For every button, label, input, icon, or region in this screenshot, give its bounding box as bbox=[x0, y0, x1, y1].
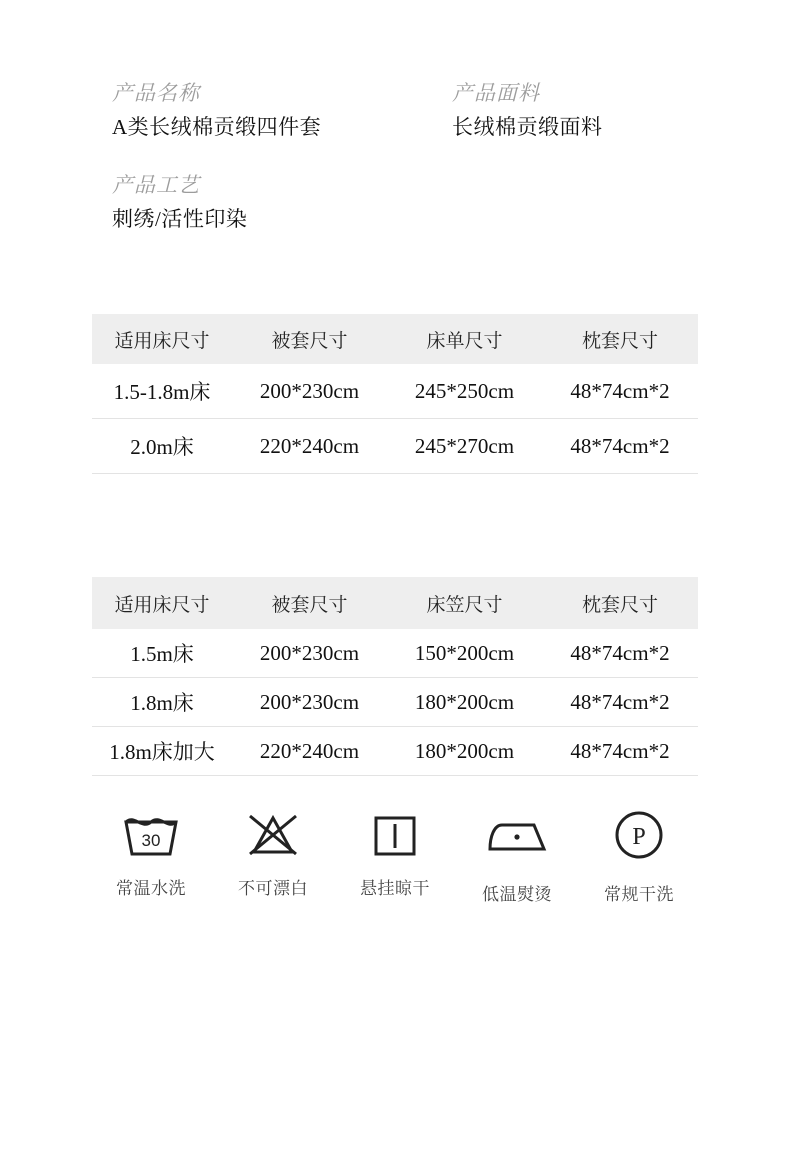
spec-group-name bbox=[112, 78, 452, 144]
table1-header-cell: 床单尺寸 bbox=[387, 314, 542, 364]
product-name-label: 产品名称 bbox=[112, 81, 200, 105]
table1-cell: 48*74cm*2 bbox=[542, 419, 698, 474]
product-fabric-value: 长绒棉贡缎面料 bbox=[452, 115, 603, 139]
care-item-dryclean bbox=[580, 806, 698, 905]
product-craft-label: 产品工艺 bbox=[112, 173, 200, 197]
table2-cell: 1.8m床 bbox=[92, 678, 232, 727]
table2-cell: 48*74cm*2 bbox=[542, 727, 698, 776]
dry-clean-p-icon bbox=[611, 806, 667, 864]
table-row bbox=[92, 629, 698, 678]
size-table-bedsheet bbox=[92, 314, 698, 474]
table2-cell: 200*230cm bbox=[232, 678, 387, 727]
table1-cell: 220*240cm bbox=[232, 419, 387, 474]
low-iron-icon bbox=[484, 806, 550, 864]
care-item-dry bbox=[336, 806, 454, 899]
no-bleach-icon bbox=[242, 806, 304, 864]
hang-dry-icon bbox=[364, 806, 426, 864]
care-label-bleach: 不可漂白 bbox=[238, 879, 308, 898]
wash-30-icon bbox=[120, 806, 182, 864]
table-header-row bbox=[92, 577, 698, 629]
spec-gap bbox=[112, 144, 692, 170]
product-fabric-label: 产品面料 bbox=[452, 81, 540, 105]
product-craft-value: 刺绣/活性印染 bbox=[112, 207, 248, 231]
table2-cell: 1.8m床加大 bbox=[92, 727, 232, 776]
table-header-row bbox=[92, 314, 698, 364]
table1-header-cell: 枕套尺寸 bbox=[542, 314, 698, 364]
table2-cell: 200*230cm bbox=[232, 629, 387, 678]
table2-cell: 180*200cm bbox=[387, 727, 542, 776]
table2-cell: 220*240cm bbox=[232, 727, 387, 776]
size-table-fittedsheet bbox=[92, 577, 698, 776]
table-row bbox=[92, 727, 698, 776]
table1-cell: 245*270cm bbox=[387, 419, 542, 474]
table1-cell: 48*74cm*2 bbox=[542, 364, 698, 419]
table2-header-cell: 适用床尺寸 bbox=[92, 577, 232, 629]
care-label-dryclean: 常规干洗 bbox=[604, 885, 674, 904]
table-row bbox=[92, 364, 698, 419]
care-item-bleach bbox=[214, 806, 332, 899]
care-label-dry: 悬挂晾干 bbox=[360, 879, 430, 898]
table2-cell: 1.5m床 bbox=[92, 629, 232, 678]
table1-header-cell: 被套尺寸 bbox=[232, 314, 387, 364]
care-item-iron bbox=[458, 806, 576, 905]
product-name-value: A类长绒棉贡缎四件套 bbox=[112, 115, 322, 139]
spec-row-bottom bbox=[112, 170, 692, 236]
care-label-iron: 低温熨烫 bbox=[482, 885, 552, 904]
spec-group-craft bbox=[112, 170, 452, 236]
table2-header-cell: 枕套尺寸 bbox=[542, 577, 698, 629]
product-spec-block bbox=[112, 78, 692, 236]
table2-cell: 48*74cm*2 bbox=[542, 629, 698, 678]
table2-cell: 48*74cm*2 bbox=[542, 678, 698, 727]
care-label-wash: 常温水洗 bbox=[116, 879, 186, 898]
table2-cell: 150*200cm bbox=[387, 629, 542, 678]
table2-header-cell: 被套尺寸 bbox=[232, 577, 387, 629]
table2-cell: 180*200cm bbox=[387, 678, 542, 727]
table2-header-cell: 床笠尺寸 bbox=[387, 577, 542, 629]
care-instructions-row bbox=[92, 806, 698, 905]
svg-text:P: P bbox=[632, 824, 646, 850]
spec-row-top bbox=[112, 78, 692, 144]
table-row bbox=[92, 419, 698, 474]
table1-cell: 200*230cm bbox=[232, 364, 387, 419]
spec-group-fabric bbox=[452, 78, 692, 144]
table1-header-cell: 适用床尺寸 bbox=[92, 314, 232, 364]
table-row bbox=[92, 678, 698, 727]
table1-cell: 2.0m床 bbox=[92, 419, 232, 474]
table1-cell: 245*250cm bbox=[387, 364, 542, 419]
care-item-wash bbox=[92, 806, 210, 899]
svg-text:30: 30 bbox=[141, 831, 161, 850]
table1-cell: 1.5-1.8m床 bbox=[92, 364, 232, 419]
